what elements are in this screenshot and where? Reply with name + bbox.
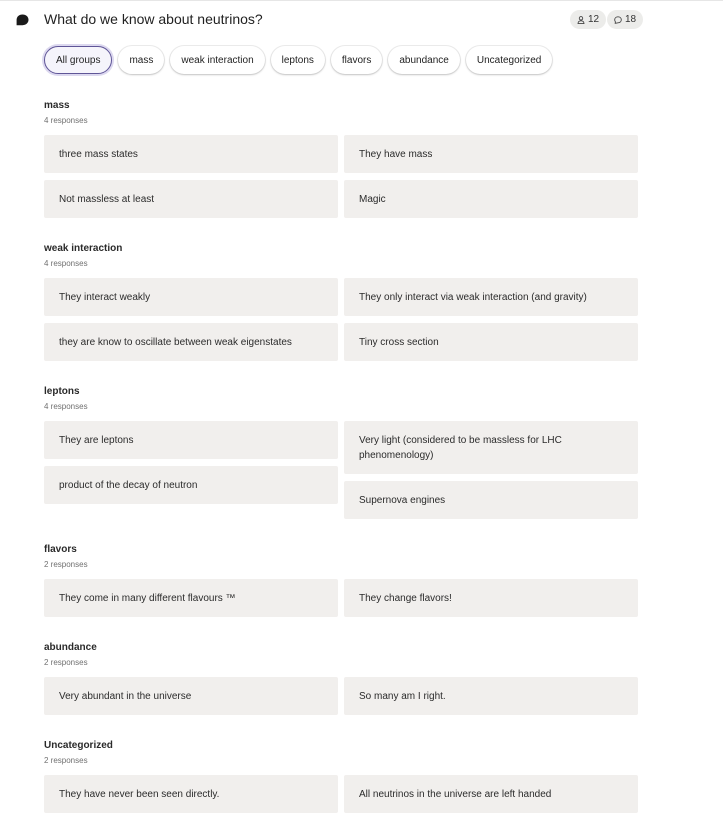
person-icon xyxy=(577,16,585,24)
response-card[interactable]: they are know to oscillate between weak eigenstates xyxy=(44,323,338,361)
response-card[interactable]: They have never been seen directly. xyxy=(44,775,338,813)
group-count: 4 responses xyxy=(44,259,88,268)
response-card[interactable]: They change flavors! xyxy=(344,579,638,617)
response-card[interactable]: three mass states xyxy=(44,135,338,173)
responses-count: 18 xyxy=(625,14,637,25)
group-abundance xyxy=(44,642,638,702)
group-mass xyxy=(44,100,638,205)
comment-icon xyxy=(614,16,622,24)
response-card[interactable]: They come in many different flavours ™ xyxy=(44,579,338,617)
response-card[interactable]: So many am I right. xyxy=(344,677,638,715)
response-card[interactable]: All neutrinos in the universe are left handed xyxy=(344,775,638,813)
response-card[interactable]: They only interact via weak interaction (and gravity) xyxy=(344,278,638,316)
tab-uncategorized[interactable]: Uncategorized xyxy=(466,46,552,74)
responses-badge[interactable] xyxy=(607,10,643,29)
group-flavors xyxy=(44,544,638,604)
tab-flavors[interactable]: flavors xyxy=(331,46,382,74)
tab-abundance[interactable]: abundance xyxy=(388,46,460,74)
group-uncategorized xyxy=(44,740,638,800)
response-card[interactable]: Magic xyxy=(344,180,638,218)
group-tabs xyxy=(44,46,552,76)
group-count: 2 responses xyxy=(44,658,88,667)
top-divider xyxy=(0,0,723,1)
response-card[interactable]: They are leptons xyxy=(44,421,338,459)
question-title: What do we know about neutrinos? xyxy=(44,11,263,27)
tab-all-groups[interactable]: All groups xyxy=(44,46,112,74)
group-title: leptons xyxy=(44,386,80,397)
response-card[interactable]: Not massless at least xyxy=(44,180,338,218)
group-count: 4 responses xyxy=(44,402,88,411)
response-card[interactable]: Tiny cross section xyxy=(344,323,638,361)
response-card[interactable]: Very abundant in the universe xyxy=(44,677,338,715)
group-count: 2 responses xyxy=(44,560,88,569)
tab-weak-interaction[interactable]: weak interaction xyxy=(170,46,264,74)
tab-mass[interactable]: mass xyxy=(118,46,164,74)
response-card[interactable]: They have mass xyxy=(344,135,638,173)
group-title: abundance xyxy=(44,642,97,653)
participants-badge[interactable] xyxy=(570,10,606,29)
tab-leptons[interactable]: leptons xyxy=(271,46,325,74)
group-title: Uncategorized xyxy=(44,740,113,751)
group-count: 2 responses xyxy=(44,756,88,765)
group-title: flavors xyxy=(44,544,77,555)
group-count: 4 responses xyxy=(44,116,88,125)
speech-bubble-icon xyxy=(16,14,29,26)
response-card[interactable]: Very light (considered to be massless for LHC phenomenology) xyxy=(344,421,638,474)
group-weak-interaction xyxy=(44,243,638,348)
group-leptons xyxy=(44,386,638,506)
group-title: weak interaction xyxy=(44,243,123,254)
participants-count: 12 xyxy=(588,14,600,25)
response-card[interactable]: They interact weakly xyxy=(44,278,338,316)
group-title: mass xyxy=(44,100,70,111)
header xyxy=(0,8,723,32)
response-card[interactable]: Supernova engines xyxy=(344,481,638,519)
response-card[interactable]: product of the decay of neutron xyxy=(44,466,338,504)
